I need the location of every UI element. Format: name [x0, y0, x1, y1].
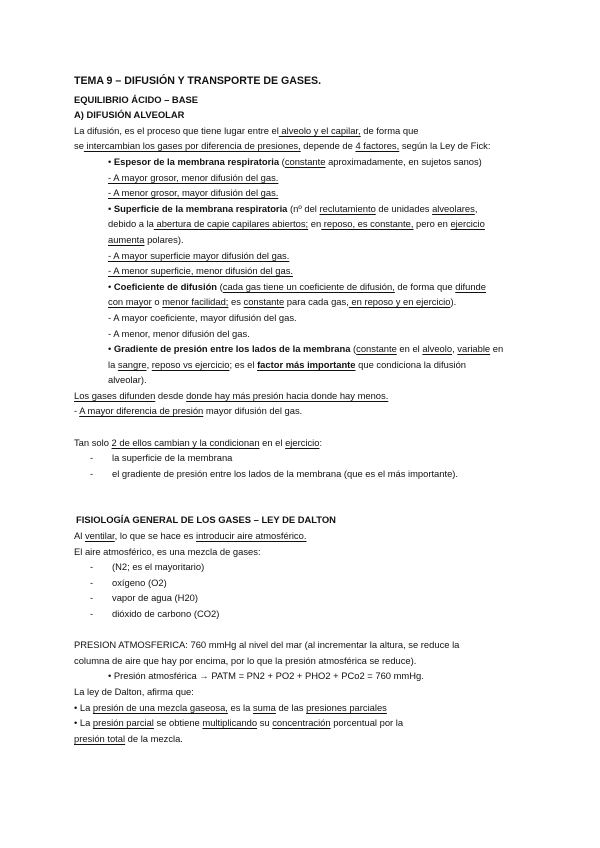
factor-4-cont-2: alveolar). [108, 374, 147, 386]
text: ( [350, 343, 357, 355]
text: Tan solo [74, 436, 112, 448]
text-underlined: aumenta [108, 233, 145, 245]
text: es la [227, 701, 253, 713]
text-underlined: Los gases difunden [74, 389, 156, 401]
list-item [74, 575, 544, 591]
dash: - [90, 561, 94, 573]
text: : [319, 436, 323, 448]
text: debido a la [108, 218, 154, 230]
text-underlined: variable [457, 343, 491, 355]
section-heading-acid-base: EQUILIBRIO ÁCIDO – BASE [74, 93, 198, 105]
text: el gradiente de presión entre los lados de la membrana (que es el más importante). [112, 467, 459, 479]
gases-line-2 [74, 403, 544, 419]
text-underlined: - A mayor grosor, menor difusión del gas. [108, 171, 279, 183]
dalton-air-line: El aire atmosférico, es una mezcla de gases: [74, 545, 261, 557]
dash: - [90, 608, 94, 619]
text-underlined: en reposo y en ejercicio [348, 296, 451, 308]
factor-2-cont-2 [74, 232, 544, 248]
text: en el [259, 436, 286, 448]
patm-formula: • Presión atmosférica → PATM = PN2 + PO2 + PHO2 + PCo2 = 760 mmHg. [108, 670, 424, 682]
page-title: TEMA 9 – DIFUSIÓN Y TRANSPORTE DE GASES. [74, 75, 322, 87]
text: la [108, 358, 118, 370]
text-underlined: - A mayor superficie [108, 249, 193, 261]
text-underlined: - A menor grosor, mayor difusión del gas. [108, 187, 279, 199]
text: mayor difusión del gas. [203, 405, 303, 417]
change-line [74, 435, 544, 451]
text: de forma que [360, 124, 419, 136]
text-underlined: menor facilidad; [162, 296, 229, 308]
section-heading-alveolar-diffusion: A) DIFUSIÓN ALVEOLAR [74, 109, 185, 121]
text-underlined: intercambian los gases por diferencia de presiones, [83, 140, 301, 152]
text-underlined: 4 factores, [355, 140, 400, 152]
text-underlined: alveolo y el capilar, [278, 124, 361, 136]
bullet: • [108, 343, 114, 355]
text: se obtiene [153, 717, 203, 729]
dalton-bullet-2-cont [74, 731, 544, 747]
patm-line-1: PRESION ATMOSFERICA: 760 mmHg al nivel del mar (al incrementar la altura, se reduce la [74, 639, 460, 651]
factor-3-line-2: - A menor, menor difusión del gas. [108, 327, 250, 339]
factor-2-line-1 [74, 248, 544, 264]
document-page [74, 74, 544, 746]
dash: - [90, 576, 94, 588]
text-underlined: A mayor diferencia de presión [79, 405, 204, 417]
text-underlined: suma [252, 701, 276, 713]
factor-label: Espesor de la membrana respiratoria [113, 155, 280, 167]
text-underlined: constante [243, 296, 285, 308]
text: de unidades [375, 202, 433, 214]
intro-line-1 [74, 123, 544, 139]
factor-1 [74, 154, 544, 170]
dash: - [90, 452, 94, 464]
factor-2-line-2 [74, 263, 544, 279]
text: de la mezcla. [125, 732, 183, 744]
section-heading-dalton: FISIOLOGÍA GENERAL DE LOS GASES – LEY DE DALTON [76, 514, 336, 526]
text-underlined: presión de una mezcla gaseosa, [92, 701, 228, 713]
text-underlined: sangre [117, 358, 147, 370]
dash: - [90, 592, 94, 604]
text: en [490, 343, 504, 355]
text-underlined: reposo, es constante, [321, 218, 414, 230]
text: , [474, 202, 478, 214]
text: se [74, 140, 84, 152]
list-item [74, 466, 544, 482]
list-item [74, 450, 544, 466]
text: según la Ley de Fick: [399, 140, 491, 152]
text: ( [217, 280, 223, 292]
factor-1-line-2 [74, 185, 544, 201]
text: oxígeno (O2) [112, 576, 167, 588]
text-underlined: ejercicio [450, 218, 485, 230]
factor-4-cont-1 [74, 357, 544, 373]
text: • La [74, 717, 93, 729]
text-underlined: reclutamiento [319, 202, 376, 214]
text: • La [74, 701, 93, 713]
text-underlined: mayor difusión del gas. [192, 249, 290, 261]
patm-line-2: columna de aire que hay por encima, por lo que la presión atmosférica se reduce). [74, 654, 417, 666]
text: , [452, 343, 458, 355]
factor-4 [74, 341, 544, 357]
text: - [74, 405, 80, 417]
text: para cada gas, [284, 296, 349, 308]
text: La difusión, es el proceso que tiene lugar entre el [74, 124, 279, 136]
text-underlined: reposo vs ejercicio [151, 358, 230, 370]
text: ( [279, 155, 285, 167]
text: o [151, 296, 163, 308]
text: , [146, 358, 152, 370]
text: aproximadamente, en sujetos sanos) [325, 155, 482, 167]
factor-label: Superficie de la membrana respiratoria [113, 202, 288, 214]
text-underlined: constante [284, 155, 326, 167]
factor-3-cont-1 [74, 294, 544, 310]
factor-label: Gradiente de presión entre los lados de la membrana [113, 343, 351, 355]
text-underlined: constante [356, 343, 397, 355]
list-item [74, 606, 544, 622]
text: su [257, 717, 273, 729]
intro-line-2 [74, 138, 544, 154]
text-underlined: donde hay más presión hacia donde hay menos. [186, 389, 389, 401]
text-underlined: difunde [455, 280, 486, 292]
text-underlined: ventilar [84, 530, 115, 542]
text: desde [155, 389, 187, 401]
text-underlined: presiones parciales [306, 701, 387, 713]
bullet: • [108, 202, 114, 214]
text-underlined: cada gas tiene un coeficiente de difusión, [222, 280, 395, 292]
bullet: • [108, 280, 114, 292]
factor-label: Coeficiente de difusión [113, 280, 218, 292]
text-underlined: abertura de capie capilares abiertos; [153, 218, 309, 230]
text: vapor de agua (H20) [112, 592, 198, 604]
text-underlined: multiplicando [202, 717, 258, 729]
text: ; es el [229, 358, 258, 370]
list-item [74, 590, 544, 606]
dalton-law-intro: La ley de Dalton, afirma que: [74, 685, 194, 697]
dalton-bullet-1 [74, 700, 544, 716]
text: (nº del [287, 202, 320, 214]
text: , lo que se hace es [114, 530, 196, 542]
dalton-bullet-2 [74, 715, 544, 731]
text: es [228, 296, 244, 308]
text: Al [74, 530, 85, 542]
factor-3-line-1: - A mayor coeficiente, mayor difusión del gas. [108, 311, 297, 323]
text-underlined: introducir aire atmosférico. [195, 530, 307, 542]
text-underlined: con mayor [108, 296, 152, 308]
gases-line-1 [74, 388, 544, 404]
text: de forma que [394, 280, 456, 292]
factor-2-cont-1 [74, 216, 544, 232]
text: (N2; es el mayoritario) [112, 561, 205, 573]
text: ). [450, 296, 457, 308]
dalton-line-1 [74, 528, 544, 544]
text: depende de [300, 140, 356, 152]
text: polares). [144, 233, 184, 245]
factor-2 [74, 201, 544, 217]
text: porcentual por la [330, 717, 404, 729]
text: de las [275, 701, 307, 713]
text-underlined: presión parcial [92, 717, 154, 729]
factor-3 [74, 279, 544, 295]
bullet: • [108, 155, 114, 167]
list-item [74, 559, 544, 575]
text: en [308, 218, 322, 230]
text-underlined-bold: factor más importante [257, 358, 356, 370]
text-underlined: concentración [272, 717, 331, 729]
dash: - [90, 467, 94, 479]
text-underlined: - A menor superficie, menor difusión del gas. [108, 265, 293, 277]
text: que condiciona la difusión [355, 358, 467, 370]
text-underlined: alveolares [432, 202, 475, 214]
text: la superficie de la membrana [112, 452, 233, 464]
text: pero en [413, 218, 451, 230]
factor-1-line-1 [74, 170, 544, 186]
text-underlined: ejercicio [285, 436, 320, 448]
text-underlined: presión total [74, 732, 126, 744]
text: dióxido de carbono (CO2) [112, 608, 220, 619]
text: en el [396, 343, 423, 355]
text-underlined: alveolo [422, 343, 453, 355]
text-underlined: 2 de ellos cambian y la condicionan [111, 436, 260, 448]
